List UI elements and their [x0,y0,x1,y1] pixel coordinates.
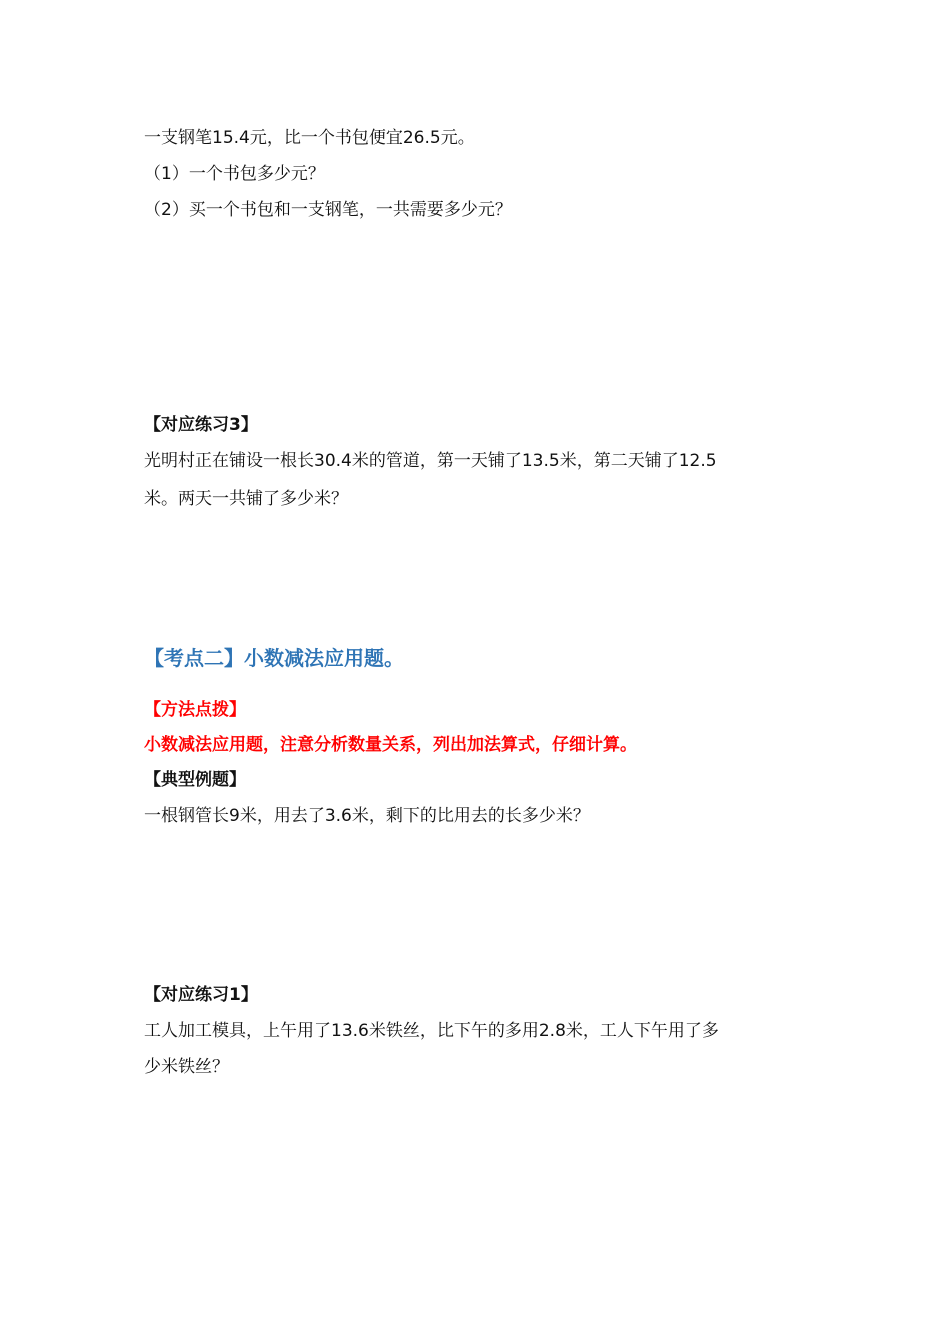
practice-1-text-line2: 少米铁丝？ [144,1057,229,1077]
example-heading: 【典型例题】 [144,770,246,790]
example-text: 一根钢管长9米，用去了3.6米，剩下的比用去的长多少米？ [144,806,590,826]
practice-1-text-line1: 工人加工模具，上午用了13.6米铁丝，比下午的多用2.8米，工人下午用了多 [144,1021,719,1041]
practice-3-heading: 【对应练习3】 [144,415,258,435]
method-text: 小数减法应用题，注意分析数量关系，列出加法算式，仔细计算。 [144,735,637,755]
problem-text: 一支钢笔15.4元，比一个书包便宜26.5元。 [144,128,475,148]
sub-question-1: （1）一个书包多少元？ [144,164,325,184]
sub-question-2: （2）买一个书包和一支钢笔，一共需要多少元？ [144,200,512,220]
section-2-title: 【考点二】小数减法应用题。 [144,646,404,670]
practice-1-heading: 【对应练习1】 [144,985,258,1005]
method-heading: 【方法点拨】 [144,700,246,720]
practice-3-text-line1: 光明村正在铺设一根长30.4米的管道，第一天铺了13.5米，第二天铺了12.5 [144,451,717,471]
practice-3-text-line2: 米。两天一共铺了多少米？ [144,489,348,509]
